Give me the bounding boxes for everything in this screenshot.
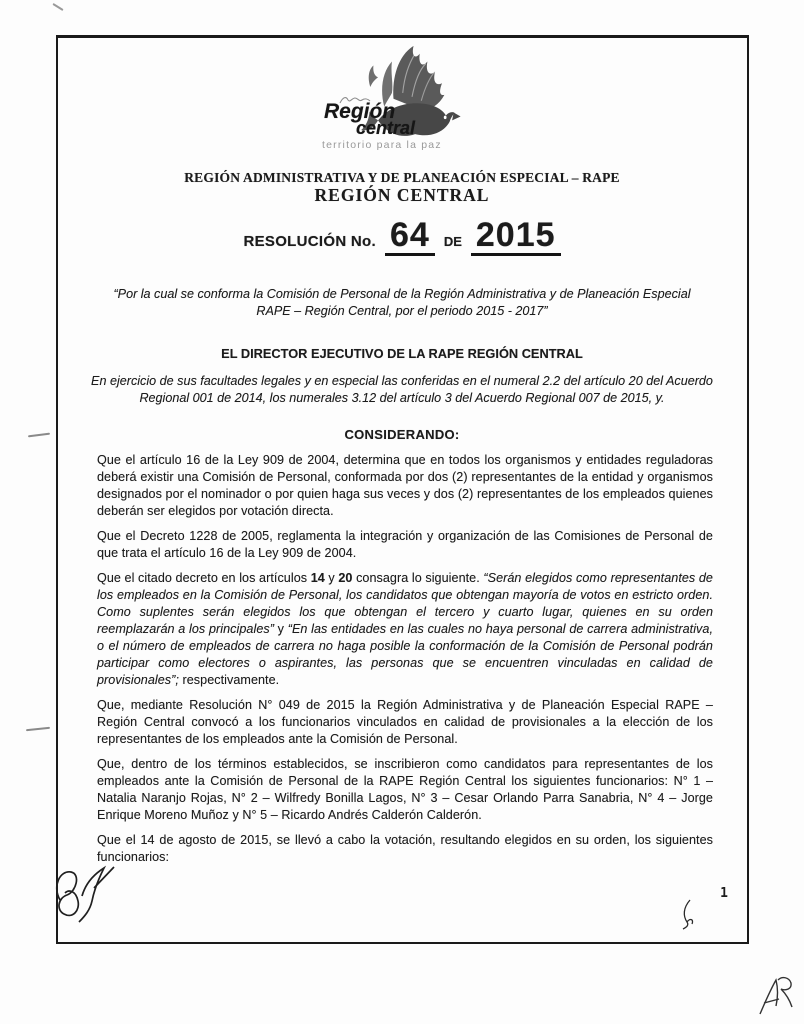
paragraph-3-tail: respectivamente. (178, 673, 280, 687)
paragraph-3-quote-2: “En las entidades en las cuales no haya personal de carrera administrativa, o el número de empleados de carrera no haga posible la conformación de la Comisión de Personal podrán participar como electores o aspirantes, las personas que se encuentren vinculadas en calidad de provisionales”; (97, 622, 714, 687)
resolution-number: 64 (385, 218, 435, 256)
resolution-title (0, 218, 804, 256)
paragraph-3-quote-1: “Serán elegidos como representantes de los empleados en la Comisión de Personal, los candidatos que obtengan mayoría de votos en estricto orden. Como suplentes serán elegidos los que obtengan el tercero y cuarto lugar, quienes en su orden reemplazarán a los principales” (97, 571, 713, 636)
paragraph-3-connector: y (273, 622, 288, 636)
signature-scribble (44, 864, 124, 930)
paragraph-3-intro: Que el citado decreto en los artículos (97, 571, 311, 585)
pen-check-mark (678, 898, 698, 930)
logo-tagline: territorio para la paz (322, 139, 442, 151)
legal-powers-line: En ejercicio de sus facultades legales y en especial las conferidas en el numeral 2.2 del artículo 20 del Acuerdo Regional 001 de 2014, los numerales 3.12 del artículo 3 del Acuerdo Regional 007 de 2015, y. (91, 374, 713, 405)
paragraph-3-and: y (324, 571, 339, 585)
paragraph-2: Que el Decreto 1228 de 2005, reglamenta la integración y organización de las Comisiones de Personal de que trata el artículo 16 de la Ley 909 de 2004. (97, 529, 713, 560)
paragraph-3-article-14: 14 (310, 571, 325, 585)
considerando-heading: CONSIDERANDO: (344, 427, 460, 442)
logo (300, 38, 520, 158)
document-body (97, 452, 713, 874)
resolution-year: 2015 (471, 218, 561, 256)
resolution-label: RESOLUCIÓN No. (243, 233, 376, 250)
issuer-line: EL DIRECTOR EJECUTIVO DE LA RAPE REGIÓN CENTRAL (221, 346, 583, 361)
paragraph-6: Que el 14 de agosto de 2015, se llevó a cabo la votación, resultando elegidos en su orden, los siguientes funcionarios: (97, 833, 713, 864)
org-name-line1: REGIÓN ADMINISTRATIVA Y DE PLANEACIÓN ESPECIAL – RAPE (184, 170, 620, 185)
margin-pen-tick (52, 3, 63, 11)
paragraph-1: Que el artículo 16 de la Ley 909 de 2004, determina que en todos los organismos y entidades reguladoras deberá existir una Comisión de Personal, conformada por dos (2) representantes de la entidad y organismos designados por el nominador o por quien haga sus veces y dos (2) representantes de los empleados quienes deberán ser elegidos por votación directa. (97, 453, 713, 518)
org-name-line2: REGIÓN CENTRAL (314, 185, 490, 205)
paragraph-3-article-20: 20 (338, 571, 353, 585)
paragraph-5: Que, dentro de los términos establecidos, se inscribieron como candidatos para representantes de los empleados ante la Comisión de Personal de la RAPE Región Central los siguientes funcionarios: N° 1 – Natalia Naranjo Rojas, N° 2 – Wilfredy Bonilla Lagos, N° 3 – Cesar Orlando Parra Sanabria, N° 4 – Jorge Enrique Moreno Muñoz y N° 5 – Ricardo Andrés Calderón Calderón. (97, 757, 713, 822)
paragraph-3 (97, 570, 713, 689)
logo-brand-line1: Región (324, 100, 396, 123)
paragraph-3-follow: consagra lo siguiente. (352, 571, 484, 585)
margin-pen-tick (26, 727, 50, 731)
paragraph-4: Que, mediante Resolución N° 049 de 2015 la Región Administrativa y de Planeación Especial RAPE – Región Central convocó a los funcionarios vinculados en calidad de provisionales a la elección de los representantes de los empleados ante la Comisión de Personal. (97, 698, 713, 746)
subject-quote: “Por la cual se conforma la Comisión de Personal de la Región Administrativa y de Planeación Especial RAPE – Región Central, por el periodo 2015 - 2017” (113, 287, 691, 318)
corner-initials-scribble (754, 976, 796, 1020)
logo-brand-line2: central (356, 118, 416, 138)
resolution-connector: DE (443, 234, 462, 249)
page-number: 1 (720, 886, 728, 901)
